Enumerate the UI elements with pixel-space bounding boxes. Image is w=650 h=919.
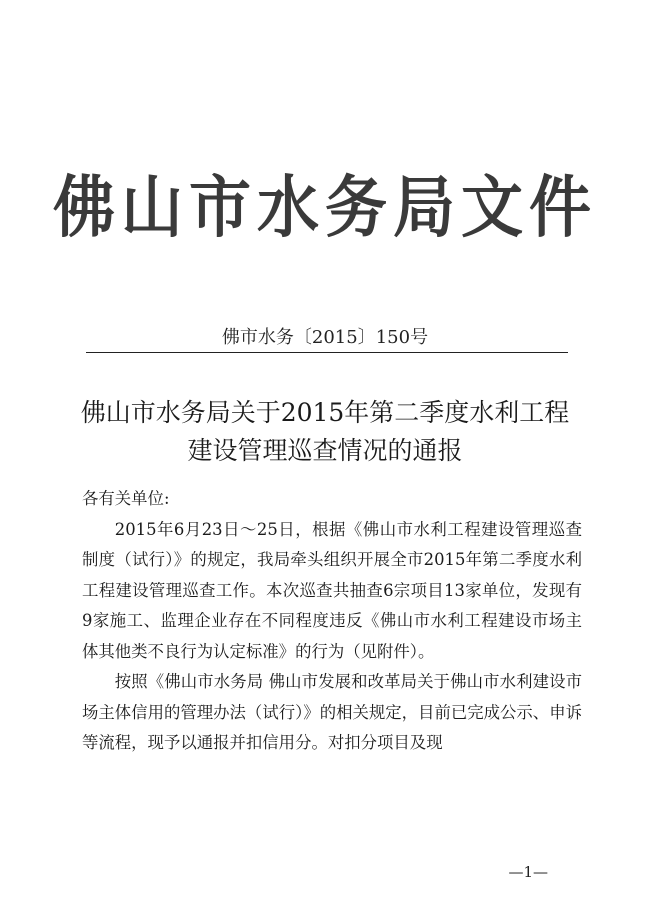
body-paragraph-1: 2015年6月23日～25日，根据《佛山市水利工程建设管理巡查制度（试行）》的规定，我局牵头组织开展全市2015年第二季度水利工程建设管理巡查工作。本次巡查共抽查6宗项目13家单位，发现有9家施工、监理企业存在不同程度违反《佛山市水利工程建设市场主体其他类不良行为认定标准》的行为（见附件）。 <box>82 519 582 661</box>
document-number: 佛市水务〔2015〕150号 <box>221 327 429 348</box>
notice-title-line-1: 佛山市水务局关于2015年第二季度水利工程 <box>80 398 570 427</box>
notice-title <box>60 394 590 470</box>
body-text <box>82 484 582 759</box>
salutation: 各有关单位: <box>82 489 170 508</box>
notice-title-line-2: 建设管理巡查情况的通报 <box>187 436 463 465</box>
masthead-title: 佛山市水务局文件 <box>52 168 597 247</box>
page-number: —1— <box>508 863 548 881</box>
header-divider <box>86 352 568 353</box>
body-paragraph-2: 按照《佛山市水务局 佛山市发展和改革局关于佛山市水利建设市场主体信用的管理办法（试行）》的相关规定，目前已完成公示、申诉等流程，现予以通报并扣信用分。对扣分项目及现 <box>82 672 582 752</box>
